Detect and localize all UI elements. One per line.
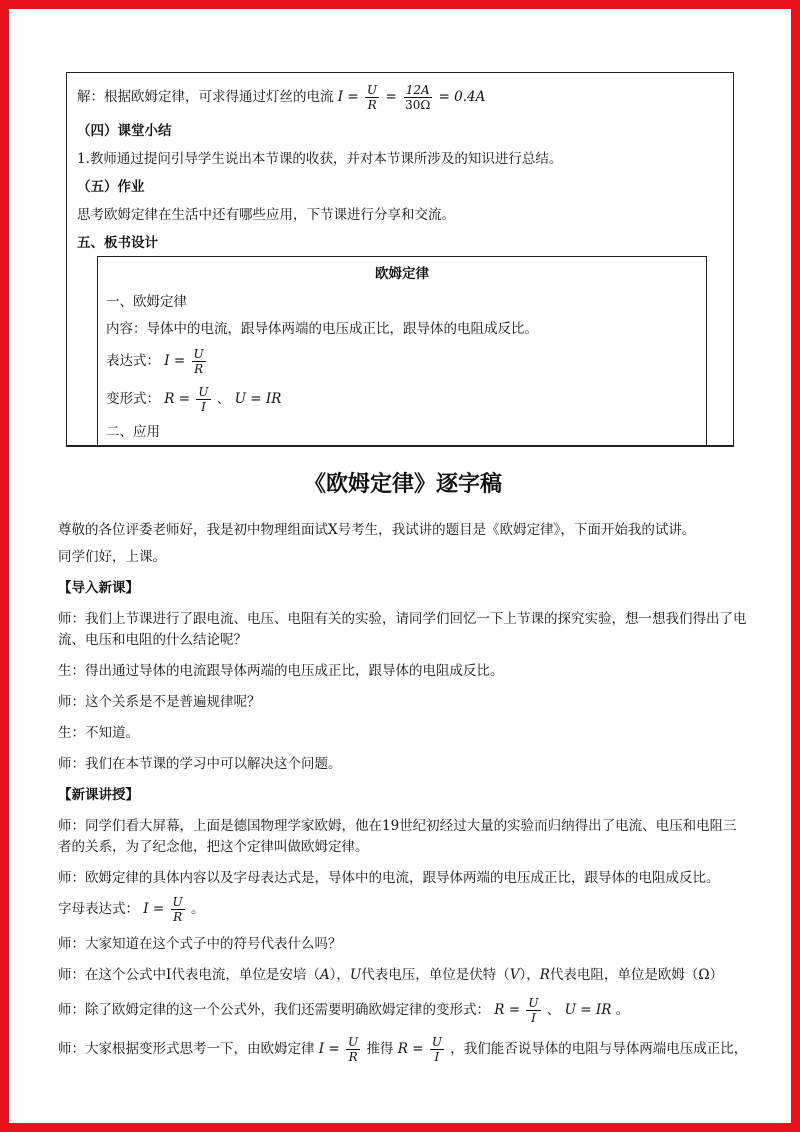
derivation-text: ，我们能否说导体的电阻与导体两端电压成正比， <box>450 1041 748 1057</box>
derivation-lhs: I = <box>318 1041 340 1057</box>
variant-fraction <box>526 996 540 1025</box>
expression-label: 表达式： <box>106 353 160 369</box>
variant-separator: 、 <box>216 391 231 407</box>
fraction-numerator: U <box>172 895 183 909</box>
script-line: 师：欧姆定律的具体内容以及字母表达式是，导体中的电流，跟导体两端的电压成正比，跟导体的电阻成反比。 <box>58 870 720 886</box>
solution-line <box>77 83 723 112</box>
fraction-denominator: I <box>201 400 206 414</box>
summary-text: 1.教师通过提问引导学生说出本节课的收获，并对本节课所涉及的知识进行总结。 <box>77 151 563 167</box>
script-variant-line <box>58 996 748 1025</box>
expression-fraction <box>192 347 206 376</box>
section-heading-new-lesson: 【新课讲授】 <box>58 787 139 803</box>
fraction-denominator: I <box>434 1050 440 1064</box>
board-item-1: 一、欧姆定律 <box>106 294 187 310</box>
variant-end: 。 <box>615 1002 630 1018</box>
board-item-2: 二、应用 <box>106 424 160 440</box>
script-line: 生：不知道。 <box>58 725 139 741</box>
units-text: 代表电压，单位是伏特（ <box>361 967 510 983</box>
unit-symbol: A <box>319 967 330 983</box>
fraction-numerator: 12A <box>405 83 430 97</box>
board-content: 内容：导体中的电流，跟导体两端的电压成正比，跟导体的电阻成反比。 <box>106 321 538 337</box>
homework-heading: （五）作业 <box>77 179 145 195</box>
fraction-numerator: U <box>528 996 539 1010</box>
derivation-lhs: R = <box>397 1041 424 1057</box>
derivation-text: 师：大家根据变形式思考一下，由欧姆定律 <box>58 1041 315 1057</box>
fraction-denominator: R <box>173 910 183 924</box>
units-text: 代表电阻，单位是欧姆（Ω） <box>549 967 724 983</box>
script-line: 生：得出通过导体的电流跟导体两端的电压成正比，跟导体的电阻成反比。 <box>58 663 504 679</box>
formula-lhs: I = <box>143 901 165 917</box>
fraction-numerator: U <box>431 1035 442 1049</box>
formula-end: 。 <box>190 901 205 917</box>
board-title: 欧姆定律 <box>375 266 429 282</box>
board-design-box <box>97 256 707 445</box>
fraction-denominator: R <box>348 1050 358 1064</box>
document-page <box>58 72 748 1074</box>
solution-fraction-1 <box>365 83 379 112</box>
variant-second: U = IR <box>564 1002 612 1018</box>
fraction-denominator: 30Ω <box>405 98 431 112</box>
script-line: 师：大家知道在这个式子中的符号代表什么吗？ <box>58 936 342 952</box>
solution-result: = 0.4A <box>438 89 486 105</box>
script-line: 师：这个关系是不是普遍规律呢？ <box>58 694 261 710</box>
script-line: 师：我们上节课进行了跟电流、电压、电阻有关的实验，请同学们回忆一下上节课的探究实验，想一想我们得出了电流、电压和电阻的什么结论呢？ <box>58 611 747 648</box>
variant-text: 师：除了欧姆定律的这一个公式外，我们还需要明确欧姆定律的变形式： <box>58 1002 490 1018</box>
lesson-plan-table <box>66 72 734 447</box>
fraction-numerator: U <box>367 83 378 97</box>
fraction-numerator: U <box>193 347 204 361</box>
variant-lhs: R = <box>164 391 191 407</box>
variant-fraction <box>196 385 210 414</box>
script-line: 师：同学们看大屏幕，上面是德国物理学家欧姆，他在19世纪初经过大量的实验而归纳得出了电流、电压和电阻三者的关系，为了纪念他，把这个定律叫做欧姆定律。 <box>58 818 737 855</box>
script-intro: 尊敬的各位评委老师好，我是初中物理组面试X号考生，我试讲的题目是《欧姆定律》，下面开始我的试讲。 <box>58 522 696 538</box>
summary-heading: （四）课堂小结 <box>77 123 172 139</box>
derivation-text: 推得 <box>366 1041 394 1057</box>
unit-symbol: U <box>349 967 362 983</box>
script-units-line <box>58 965 748 986</box>
units-text: 师：在这个公式中I代表电流，单位是安培（ <box>58 967 320 983</box>
fraction-denominator: R <box>367 98 377 112</box>
expression-lhs: I = <box>164 353 186 369</box>
solution-equals: = <box>385 89 397 105</box>
fraction-numerator: U <box>348 1035 359 1049</box>
units-text: ）， <box>329 967 350 983</box>
lecture-script <box>58 520 748 1064</box>
solution-lhs: I = <box>337 89 359 105</box>
script-line: 师：我们在本节课的学习中可以解决这个问题。 <box>58 756 342 772</box>
fraction-numerator: U <box>198 385 209 399</box>
units-text: ）， <box>519 967 540 983</box>
script-derivation-line <box>58 1035 748 1064</box>
unit-symbol: V <box>509 967 520 983</box>
unit-symbol: R <box>539 967 550 983</box>
variant-second: U = IR <box>234 391 282 407</box>
fraction-denominator: I <box>531 1011 536 1025</box>
homework-text: 思考欧姆定律在生活中还有哪些应用，下节课进行分享和交流。 <box>77 207 455 223</box>
formula-fraction <box>171 895 185 924</box>
solution-prefix: 解：根据欧姆定律，可求得通过灯丝的电流 <box>77 89 334 105</box>
document-title: 《欧姆定律》逐字稿 <box>303 471 502 497</box>
derivation-fraction-1 <box>346 1035 360 1064</box>
formula-label: 字母表达式： <box>58 901 139 917</box>
fraction-denominator: R <box>194 362 204 376</box>
board-expression <box>106 347 698 376</box>
variant-label: 变形式： <box>106 391 160 407</box>
derivation-fraction-2 <box>430 1035 444 1064</box>
board-variant <box>106 385 698 414</box>
variant-separator: 、 <box>546 1002 561 1018</box>
solution-fraction-2 <box>403 83 432 112</box>
script-greeting: 同学们好，上课。 <box>58 549 166 565</box>
variant-lhs: R = <box>494 1002 521 1018</box>
board-heading: 五、板书设计 <box>77 235 158 251</box>
script-formula-line <box>58 895 748 924</box>
section-heading-intro: 【导入新课】 <box>58 580 139 596</box>
